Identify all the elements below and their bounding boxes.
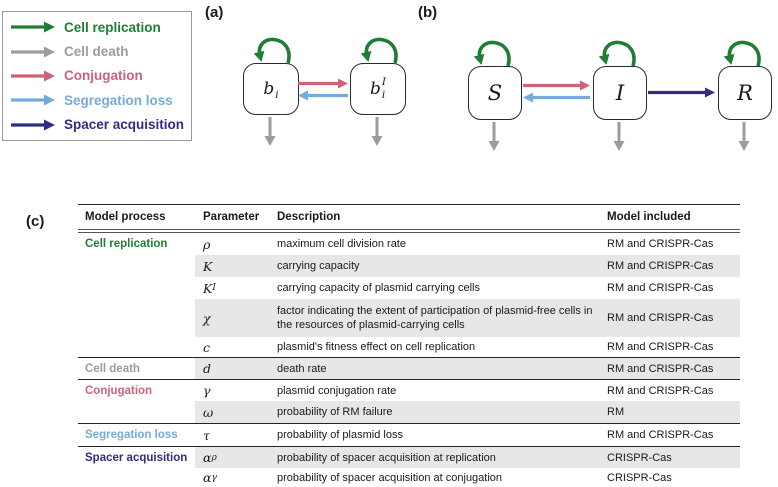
process-cell <box>78 468 195 487</box>
description-cell: probability of spacer acquisition at conjugation <box>277 471 503 484</box>
state-subscript: i <box>381 89 386 101</box>
description-cell: death rate <box>277 358 607 379</box>
header-model-process: Model process <box>78 205 195 229</box>
parameter-cell: α γ <box>203 470 217 485</box>
conjugation-arrow <box>298 78 348 89</box>
cell-replication-arrow-icon <box>11 21 55 33</box>
legend-item-segregation-loss <box>11 93 185 108</box>
state-subscript: i <box>275 89 279 101</box>
description-cell: carrying capacity <box>277 255 607 277</box>
legend-label: Cell death <box>64 44 129 60</box>
legend-item-conjugation <box>11 68 185 83</box>
state-label: S <box>487 81 503 105</box>
cell-death-arrow-icon <box>11 46 55 58</box>
process-cell <box>78 401 195 423</box>
table-row <box>78 337 740 357</box>
process-cell: Conjugation <box>78 380 195 401</box>
table-row <box>78 233 740 255</box>
replication-loop-icon <box>596 34 642 67</box>
legend-item-cell-replication <box>11 20 185 35</box>
table-row <box>78 299 740 337</box>
description-cell: probability of RM failure <box>277 401 607 423</box>
conjugation-arrow-icon <box>11 70 55 82</box>
model-cell: CRISPR-Cas <box>607 471 672 484</box>
conjugation-arrow <box>523 80 590 91</box>
legend-item-spacer-acquisition <box>11 117 185 132</box>
description-cell: probability of plasmid loss <box>277 429 403 441</box>
state-box-resistant <box>718 66 772 120</box>
process-cell: Segregation loss <box>78 424 195 446</box>
panel-a-label: (a) <box>205 4 224 21</box>
state-box-susceptible <box>468 66 522 120</box>
state-box-bi-infected <box>350 63 406 115</box>
parameter-cell: ω <box>195 401 277 423</box>
parameter-cell: γ <box>203 383 211 398</box>
table-row <box>78 379 740 401</box>
description-cell: factor indicating the extent of participation of plasmid-free cells in the resources of plasmid-carrying cells <box>277 299 607 337</box>
description-cell: probability of spacer acquisition at replication <box>277 447 607 468</box>
state-label: b <box>369 79 381 99</box>
model-cell: RM and CRISPR-Cas <box>607 282 714 294</box>
table-row <box>78 446 740 468</box>
model-cell: RM and CRISPR-Cas <box>607 429 714 441</box>
state-box-infected <box>593 66 647 120</box>
description-cell: plasmid conjugation rate <box>277 384 397 397</box>
segregation-loss-arrow-icon <box>11 94 55 106</box>
model-cell: CRISPR-Cas <box>607 447 740 468</box>
spacer-acquisition-arrow <box>648 87 715 98</box>
cell-death-arrow <box>487 122 501 152</box>
process-cell: Cell death <box>78 358 195 379</box>
parameter-cell: K I <box>203 280 216 296</box>
cell-death-arrow <box>370 117 384 147</box>
legend-label: Cell replication <box>64 19 161 35</box>
header-model-included: Model included <box>607 211 691 223</box>
legend-item-cell-death <box>11 44 185 59</box>
model-cell: RM and CRISPR-Cas <box>607 384 714 397</box>
replication-loop-icon <box>721 34 767 67</box>
spacer-acquisition-arrow-icon <box>11 119 55 131</box>
cell-death-arrow <box>737 122 751 152</box>
state-superscript <box>275 77 278 88</box>
model-cell: RM and CRISPR-Cas <box>607 299 740 337</box>
cell-death-arrow <box>612 122 626 152</box>
table-row <box>78 468 740 487</box>
table-row <box>78 277 740 299</box>
legend-box <box>2 11 192 141</box>
description-cell: maximum cell division rate <box>277 238 406 250</box>
legend-label: Conjugation <box>64 68 143 84</box>
process-cell <box>78 255 195 277</box>
parameter-cell: τ <box>203 427 210 443</box>
process-cell <box>78 277 195 299</box>
legend-label: Segregation loss <box>64 92 173 108</box>
description-cell: carrying capacity of plasmid carrying cells <box>277 282 480 294</box>
segregation-loss-arrow <box>523 92 590 103</box>
table-row <box>78 357 740 379</box>
parameter-cell: K <box>195 255 277 277</box>
model-cell: RM and CRISPR-Cas <box>607 238 714 250</box>
state-label: I <box>615 81 625 105</box>
description-cell: plasmid's fitness effect on cell replication <box>277 341 476 353</box>
state-superscript: I <box>381 76 387 88</box>
model-cell: RM <box>607 401 740 423</box>
process-cell <box>78 337 195 357</box>
state-label: b <box>263 79 275 99</box>
table-row <box>78 255 740 277</box>
model-cell: RM and CRISPR-Cas <box>607 341 714 353</box>
process-cell: Spacer acquisition <box>78 447 195 468</box>
replication-loop-icon <box>251 31 297 64</box>
legend-label: Spacer acquisition <box>64 117 185 133</box>
state-label: R <box>737 81 753 105</box>
process-cell <box>78 299 195 337</box>
table-row <box>78 423 740 446</box>
process-cell: Cell replication <box>78 233 195 255</box>
parameter-cell: d <box>195 358 277 379</box>
panel-b-label: (b) <box>418 4 438 21</box>
table-header-row <box>78 204 740 230</box>
parameter-cell: χ <box>195 299 277 337</box>
replication-loop-icon <box>358 31 404 64</box>
parameter-cell: α ρ <box>195 447 277 468</box>
state-box-bi <box>243 63 299 115</box>
parameter-cell: ρ <box>203 236 211 252</box>
header-parameter: Parameter <box>203 211 260 223</box>
panel-c-label: (c) <box>26 213 45 230</box>
parameter-cell: c <box>203 339 211 355</box>
model-cell: RM and CRISPR-Cas <box>607 255 740 277</box>
cell-death-arrow <box>263 117 277 147</box>
header-description: Description <box>277 211 341 223</box>
replication-loop-icon <box>471 34 517 67</box>
segregation-loss-arrow <box>298 90 348 101</box>
parameter-table <box>78 204 740 487</box>
table-row <box>78 401 740 423</box>
model-cell: RM and CRISPR-Cas <box>607 358 740 379</box>
